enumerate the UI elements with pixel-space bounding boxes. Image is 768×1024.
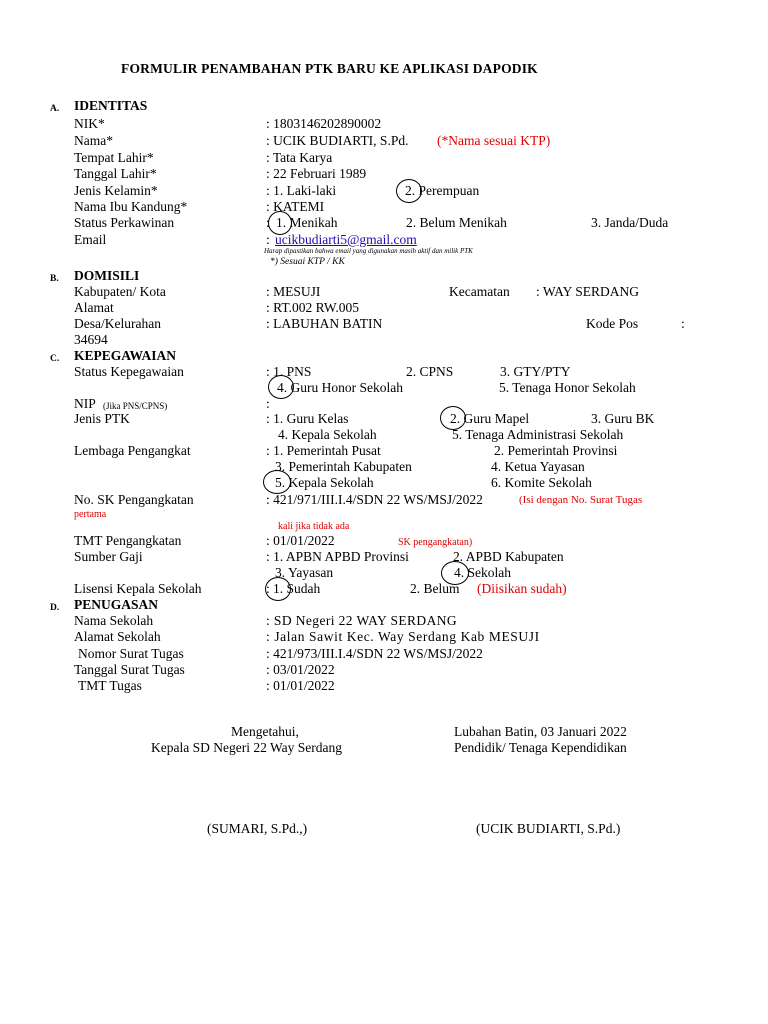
sumber-gaji-option-1: : 1. APBN APBD Provinsi: [266, 549, 409, 564]
ktp-note: *) Sesuai KTP / KK: [270, 257, 345, 267]
email-note: Harap dipastikan bahwa email yang digunakan masih aktif dan milik PTK: [264, 247, 473, 255]
status-perkawinan-option-3: 3. Janda/Duda: [591, 215, 669, 230]
nip-value: :: [266, 396, 270, 411]
selection-circle: [263, 470, 291, 494]
sumber-gaji-option-3: 3. Yayasan: [275, 565, 334, 580]
status-perkawinan-label: Status Perkawinan: [74, 215, 175, 230]
lembaga-option-2: 2. Pemerintah Provinsi: [494, 443, 618, 458]
section-d-heading: PENUGASAN: [74, 597, 159, 612]
selection-circle: [265, 577, 291, 601]
nama-sekolah-value: : SD Negeri 22 WAY SERDANG: [266, 613, 458, 628]
status-kepegawaian-option-5: 5. Tenaga Honor Sekolah: [499, 380, 636, 395]
section-a-heading: IDENTITAS: [74, 98, 148, 113]
lisensi-label: Lisensi Kepala Sekolah: [74, 581, 202, 596]
status-perkawinan-option-2: 2. Belum Menikah: [406, 215, 507, 230]
nip-label: NIP: [74, 396, 96, 411]
tempat-lahir-value: : Tata Karya: [266, 150, 333, 165]
signature-left-line-2: Kepala SD Negeri 22 Way Serdang: [151, 740, 342, 755]
nik-label: NIK*: [74, 116, 105, 131]
nama-value: : UCIK BUDIARTI, S.Pd.: [266, 133, 409, 148]
kabupaten-label: Kabupaten/ Kota: [74, 284, 166, 299]
nama-label: Nama*: [74, 133, 113, 148]
signature-left-name: (SUMARI, S.Pd.,): [207, 821, 308, 836]
section-b-letter: B.: [50, 274, 59, 284]
status-kepegawaian-option-3: 3. GTY/PTY: [500, 364, 571, 379]
signature-left-line-1: Mengetahui,: [231, 724, 299, 739]
lisensi-note: (Diisikan sudah): [477, 581, 567, 596]
kabupaten-value: : MESUJI: [266, 284, 321, 299]
jenis-ptk-option-5: 5. Tenaga Administrasi Sekolah: [452, 427, 624, 442]
tmt-pengangkatan-value: : 01/01/2022: [266, 533, 335, 548]
alamat-sekolah-label: Alamat Sekolah: [74, 629, 161, 644]
desa-value: : LABUHAN BATIN: [266, 316, 383, 331]
jenis-ptk-option-1: : 1. Guru Kelas: [266, 411, 349, 426]
sumber-gaji-option-2: 2. APBD Kabupaten: [453, 549, 564, 564]
tanggal-lahir-label: Tanggal Lahir*: [74, 166, 157, 181]
email-colon: :: [266, 232, 270, 247]
sk-note: (Isi dengan No. Surat Tugas: [519, 494, 643, 506]
alamat-sekolah-value: : Jalan Sawit Kec. Way Serdang Kab MESUJI: [266, 629, 540, 644]
alamat-label: Alamat: [74, 300, 114, 315]
kode-pos-value: 34694: [74, 332, 108, 347]
form-title: FORMULIR PENAMBAHAN PTK BARU KE APLIKASI DAPODIK: [121, 61, 538, 76]
status-perkawinan-option-1: 1. Menikah: [276, 215, 338, 230]
jenis-ptk-option-4: 4. Kepala Sekolah: [278, 427, 377, 442]
kecamatan-value: : WAY SERDANG: [536, 284, 640, 299]
status-perkawinan-colon: :: [266, 215, 270, 230]
tanggal-surat-label: Tanggal Surat Tugas: [74, 662, 185, 677]
lembaga-pengangkat-label: Lembaga Pengangkat: [74, 443, 191, 458]
jenis-ptk-option-3: 3. Guru BK: [591, 411, 655, 426]
signature-right-line-2: Pendidik/ Tenaga Kependidikan: [454, 740, 627, 755]
jenis-kelamin-label: Jenis Kelamin*: [74, 183, 158, 198]
nomor-surat-value: : 421/973/III.I.4/SDN 22 WS/MSJ/2022: [266, 646, 483, 661]
sk-pengangkatan-value: : 421/971/III.I.4/SDN 22 WS/MSJ/2022: [266, 492, 483, 507]
section-c-heading: KEPEGAWAIAN: [74, 348, 177, 363]
nama-sekolah-label: Nama Sekolah: [74, 613, 154, 628]
lembaga-option-3: 3. Pemerintah Kabupaten: [275, 459, 412, 474]
tmt-tugas-label: TMT Tugas: [78, 678, 142, 693]
signature-right-name: (UCIK BUDIARTI, S.Pd.): [476, 821, 621, 836]
selection-circle: [268, 375, 294, 399]
lisensi-colon: :: [266, 581, 270, 596]
sk-pengangkatan-label: No. SK Pengangkatan: [74, 492, 194, 507]
nip-hint: (Jika PNS/CPNS): [103, 401, 168, 411]
lembaga-option-6: 6. Komite Sekolah: [491, 475, 592, 490]
lembaga-option-1: : 1. Pemerintah Pusat: [266, 443, 381, 458]
email-label: Email: [74, 232, 107, 247]
kecamatan-label: Kecamatan: [449, 284, 510, 299]
lisensi-option-1: 1. Sudah: [273, 581, 321, 596]
tanggal-lahir-value: : 22 Februari 1989: [266, 166, 367, 181]
selection-circle: [396, 179, 422, 203]
lembaga-option-4: 4. Ketua Yayasan: [491, 459, 585, 474]
sumber-gaji-option-4: 4. Sekolah: [454, 565, 511, 580]
lisensi-option-2: 2. Belum: [410, 581, 460, 596]
tmt-pengangkatan-label: TMT Pengangkatan: [74, 533, 182, 548]
alamat-value: : RT.002 RW.005: [266, 300, 359, 315]
jenis-ptk-label: Jenis PTK: [74, 411, 130, 426]
status-kepegawaian-label: Status Kepegawaian: [74, 364, 184, 379]
signature-right-line-1: Lubahan Batin, 03 Januari 2022: [454, 724, 627, 739]
tmt-tugas-value: : 01/01/2022: [266, 678, 335, 693]
jenis-kelamin-option-2: 2. Perempuan: [405, 183, 480, 198]
sk-note-2: pertama: [74, 509, 107, 520]
section-c-letter: C.: [50, 354, 60, 364]
section-b-heading: DOMISILI: [74, 268, 140, 283]
nik-value: : 1803146202890002: [266, 116, 382, 131]
status-kepegawaian-option-4: 4. Guru Honor Sekolah: [277, 380, 403, 395]
sk-note-4: SK pengangkatan): [398, 537, 473, 548]
tanggal-surat-value: : 03/01/2022: [266, 662, 335, 677]
desa-label: Desa/Kelurahan: [74, 316, 161, 331]
sumber-gaji-label: Sumber Gaji: [74, 549, 143, 564]
nomor-surat-label: Nomor Surat Tugas: [78, 646, 184, 661]
jenis-ptk-option-2: 2. Guru Mapel: [450, 411, 530, 426]
status-kepegawaian-option-1: : 1. PNS: [266, 364, 312, 379]
kode-pos-label: Kode Pos: [586, 316, 639, 331]
ibu-kandung-value: : KATEMI: [266, 199, 325, 214]
sk-note-3: kali jika tidak ada: [278, 521, 350, 532]
section-d-letter: D.: [50, 603, 60, 613]
status-kepegawaian-option-2: 2. CPNS: [406, 364, 454, 379]
lembaga-option-5: 5. Kepala Sekolah: [275, 475, 374, 490]
jenis-kelamin-option-1: : 1. Laki-laki: [266, 183, 337, 198]
tempat-lahir-label: Tempat Lahir*: [74, 150, 154, 165]
email-link[interactable]: ucikbudiarti5@gmail.com: [275, 232, 417, 247]
section-a-letter: A.: [50, 104, 60, 114]
ibu-kandung-label: Nama Ibu Kandung*: [74, 199, 188, 214]
kode-pos-colon: :: [681, 316, 685, 331]
nama-note: (*Nama sesuai KTP): [437, 133, 551, 148]
